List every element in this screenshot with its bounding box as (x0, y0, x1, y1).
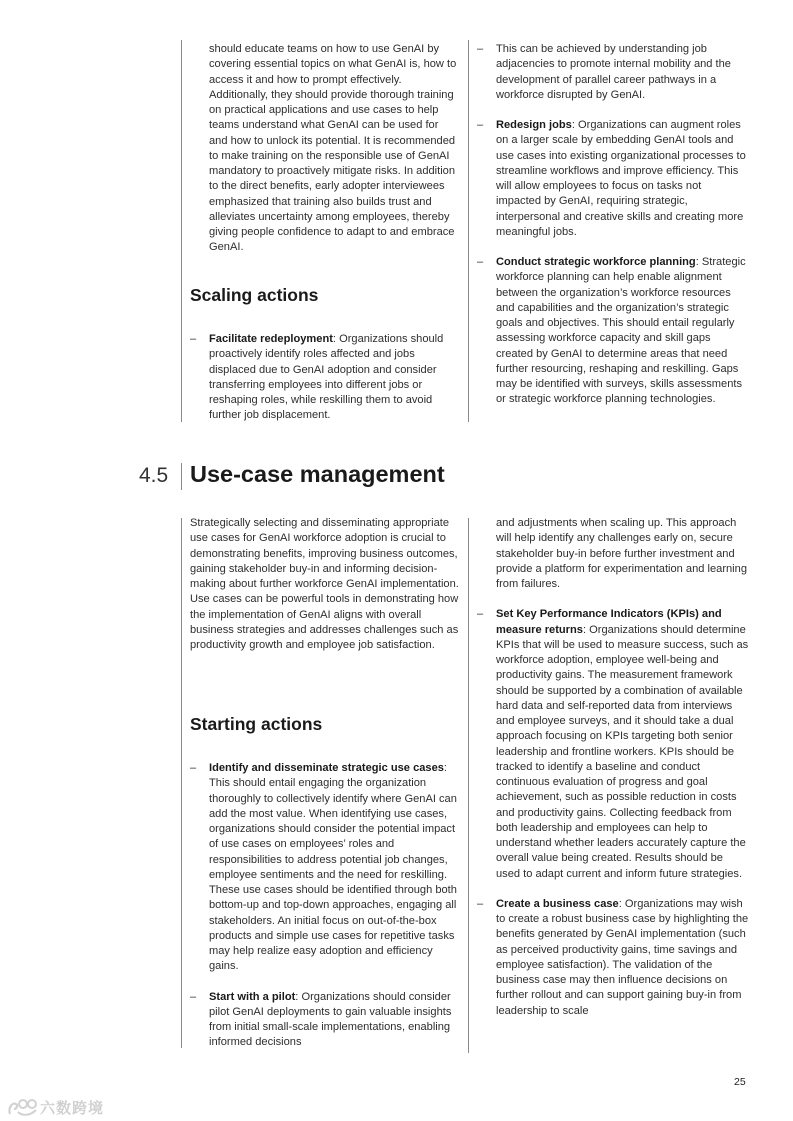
list-item (190, 332, 462, 424)
starting-actions-list (190, 761, 462, 1051)
workforce-planning-title: Conduct strategic workforce planning (496, 256, 696, 268)
dash-bullet: – (477, 897, 484, 910)
starting-actions-heading: Starting actions (190, 714, 323, 734)
set-kpis-title: Set Key Performance Indicators (KPIs) and measure returns (496, 608, 722, 636)
training-paragraph: should educate teams on how to use GenAI by covering essential topics on what GenAI is, how to access it and how to prompt effectively. Additionally, they should provide thorough training on practical applications and use cases to help teams understand what GenAI can be used for and how to unlock its potential. It is recommended to make training on the responsible use of GenAI mandatory to proactively mitigate risks. In addition to the direct benefits, early adopter interviewees emphasized that training also builds trust and alleviates uncertainty among employees, thereby giving people confidence to adapt to and embrace GenAI. (209, 43, 457, 254)
list-item (477, 42, 749, 103)
job-adjacencies-text: This can be achieved by understanding job adjacencies to promote internal mobility and the development of parallel career pathways in a workforce disrupted by GenAI. (496, 43, 731, 101)
facilitate-redeployment-text: : Organizations should proactively identify roles affected and jobs displaced due to GenAI adoption and consider transferring employees into different jobs or reshaping roles, while reskilling them to avoid further job displacement. (209, 333, 444, 422)
top-right-column-rule (468, 40, 469, 422)
bottom-right-column-rule (468, 518, 469, 1053)
list-item (477, 607, 749, 882)
redesign-jobs-title: Redesign jobs (496, 119, 572, 131)
section-title: Use-case management (190, 461, 445, 487)
top-right-column (477, 42, 749, 408)
watermark-logo (6, 1094, 110, 1118)
dash-bullet: – (190, 333, 197, 345)
workforce-planning-text: : Strategic workforce planning can help enable alignment between the organization’s workforce resources and capabilities and the organization’s strategic goals and objectives. This should entail regularly assessing workforce capacity and skill gaps created by GenAI to determine areas that need further resourcing, reshaping and reskilling. Gaps may be identified with surveys, skills assessments or strategic workforce planning technologies. (496, 256, 746, 406)
page-number: 25 (734, 1076, 746, 1088)
watermark-text: 六数跨境 (40, 1100, 105, 1117)
identify-use-cases-title: Identify and disseminate strategic use cases (209, 762, 444, 774)
dash-bullet: – (190, 990, 197, 1003)
dash-bullet: – (477, 43, 484, 55)
start-pilot-title: Start with a pilot (209, 990, 296, 1003)
business-case-title: Create a business case (496, 897, 619, 910)
watermark-icon (6, 1096, 38, 1118)
top-left-column-rule (181, 40, 182, 422)
dash-bullet: – (477, 256, 484, 268)
dash-bullet: – (190, 762, 197, 774)
list-item (190, 761, 462, 975)
use-case-intro-paragraph: Strategically selecting and disseminating appropriate use cases for GenAI workforce adoption is crucial to demonstrating benefits, improving business outcomes, gaining stakeholder buy-in and informing decision-making about further workforce GenAI implementation. Use cases can be powerful tools in demonstrating how the implementation of GenAI aligns with overall business strategies and addresses challenges such as productivity growth and employee job satisfaction. (190, 517, 459, 651)
list-item (477, 897, 749, 1019)
business-case-text: : Organizations may wish to create a robust business case by highlighting the benefits generated by GenAI implementation (such as perceived productivity gains, time savings and employee satisfaction). The validation of the business case may then influence decisions on further rollout and can support gaining buy-in from leadership to scale (496, 897, 749, 1017)
identify-use-cases-text: : This should entail engaging the organization thoroughly to collectively identify where GenAI can add the most value. When identifying use cases, organizations should consider the potential impact of use cases on employees’ roles and responsibilities to address potential job changes, employee sentiments and the need for reskilling. These use cases should be identified through both bottom-up and top-down approaches, engaging all stakeholders. An initial focus on out-of-the-box products and simple use cases for repetitive tasks may help realize easy adoption and efficiency gains. (209, 762, 457, 973)
facilitate-redeployment-title: Facilitate redeployment (209, 333, 333, 345)
section-number-rule (181, 463, 182, 490)
list-item (477, 255, 749, 408)
dash-bullet: – (477, 608, 484, 621)
scaling-actions-list (190, 332, 462, 424)
bottom-left-column (190, 516, 462, 653)
bottom-right-column (477, 516, 749, 1019)
section-number: 4.5 (139, 464, 169, 487)
list-item (477, 118, 749, 240)
redesign-jobs-text: : Organizations can augment roles on a larger scale by embedding GenAI tools and use cases into existing organizational processes to streamline workflows and improve efficiency. This will allow employees to focus on tasks not impacted by GenAI, requiring strategic, interpersonal and creative skills and creating more meaningful jobs. (496, 119, 746, 238)
start-pilot-text: : Organizations should consider pilot GenAI deployments to gain valuable insights from initial small-scale implementations, enabling informed decisions (209, 990, 452, 1049)
bottom-left-column-rule (181, 518, 182, 1048)
pilot-continuation-text: and adjustments when scaling up. This approach will help identify any challenges early on, secure stakeholder buy-in before further investment and provide a platform for experimentation and learning from failures. (496, 517, 747, 590)
list-item (190, 990, 462, 1051)
set-kpis-text: : Organizations should determine KPIs that will be used to measure success, such as workforce adoption, employee well-being and productivity gains. The measurement framework should be supported by a combination of available hard data and self-reported data from interviews and employee surveys, and it should take a dual approach focusing on KPIs targeting both senior leadership and frontline workers. KPIs should be tracked to identify a baseline and conduct continuous evaluation of progress and goal achievement, such as possible reduction in costs and productivity gains. Collecting feedback from both leadership and employees can help to understand whether leaders accurately capture the overall value being created. Results should be used to adapt current and inform future strategies. (496, 623, 749, 880)
scaling-actions-heading: Scaling actions (190, 285, 319, 305)
dash-bullet: – (477, 119, 484, 131)
top-left-column (209, 42, 457, 256)
